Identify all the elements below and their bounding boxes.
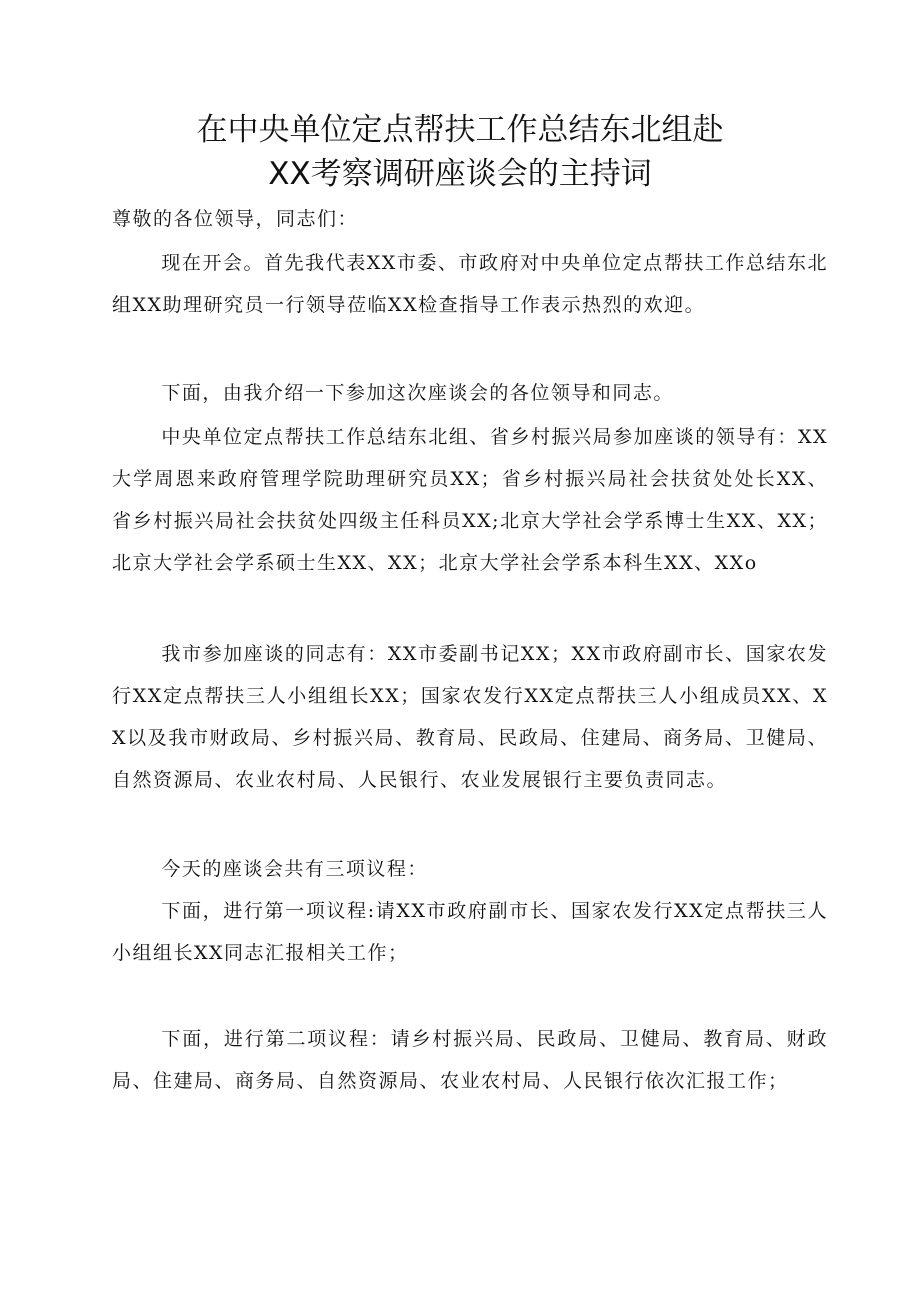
agenda-item-2-paragraph: 下面，进行第二项议程：请乡村振兴局、民政局、卫健局、教育局、财政局、住建局、商务局、自然资源局、农业农村局、人民银行依次汇报工作；	[112, 1028, 828, 1092]
agenda-item-1-paragraph: 下面，进行第一项议程:请XX市政府副市长、国家农发行XX定点帮扶三人小组组长XX同志汇报相关工作；	[112, 900, 828, 964]
introduction-paragraph: 下面，由我介绍一下参加这次座谈会的各位领导和同志。	[161, 382, 674, 404]
salutation-paragraph: 尊敬的各位领导，同志们：	[112, 208, 359, 230]
document-title-line-2: XX考察调研座谈会的主持词	[268, 156, 652, 192]
agenda-intro-paragraph: 今天的座谈会共有三项议程：	[161, 858, 428, 880]
document-title-line-1: 在中央单位定点帮扶工作总结东北组赴	[196, 112, 724, 148]
local-attendees-paragraph: 我市参加座谈的同志有：XX市委副书记XX；XX市政府副市长、国家农发行XX定点帮扶三人小组组长XX；国家农发行XX定点帮扶三人小组成员XX、XX以及我市财政局、乡村振兴局、教育局、民政局、住建局、商务局、卫健局、自然资源局、农业农村局、人民银行、农业发展银行主要负责同志。	[112, 643, 828, 791]
central-attendees-paragraph: 中央单位定点帮扶工作总结东北组、省乡村振兴局参加座谈的领导有：XX大学周恩来政府管理学院助理研究员XX；省乡村振兴局社会扶贫处处长XX、省乡村振兴局社会扶贫处四级主任科员XX;北京大学社会学系博士生XX、XX；北京大学社会学系硕士生XX、XX；北京大学社会学系本科生XX、XXo	[112, 426, 828, 574]
opening-paragraph: 现在开会。首先我代表XX市委、市政府对中央单位定点帮扶工作总结东北组XX助理研究员一行领导莅临XX检查指导工作表示热烈的欢迎。	[112, 252, 828, 316]
